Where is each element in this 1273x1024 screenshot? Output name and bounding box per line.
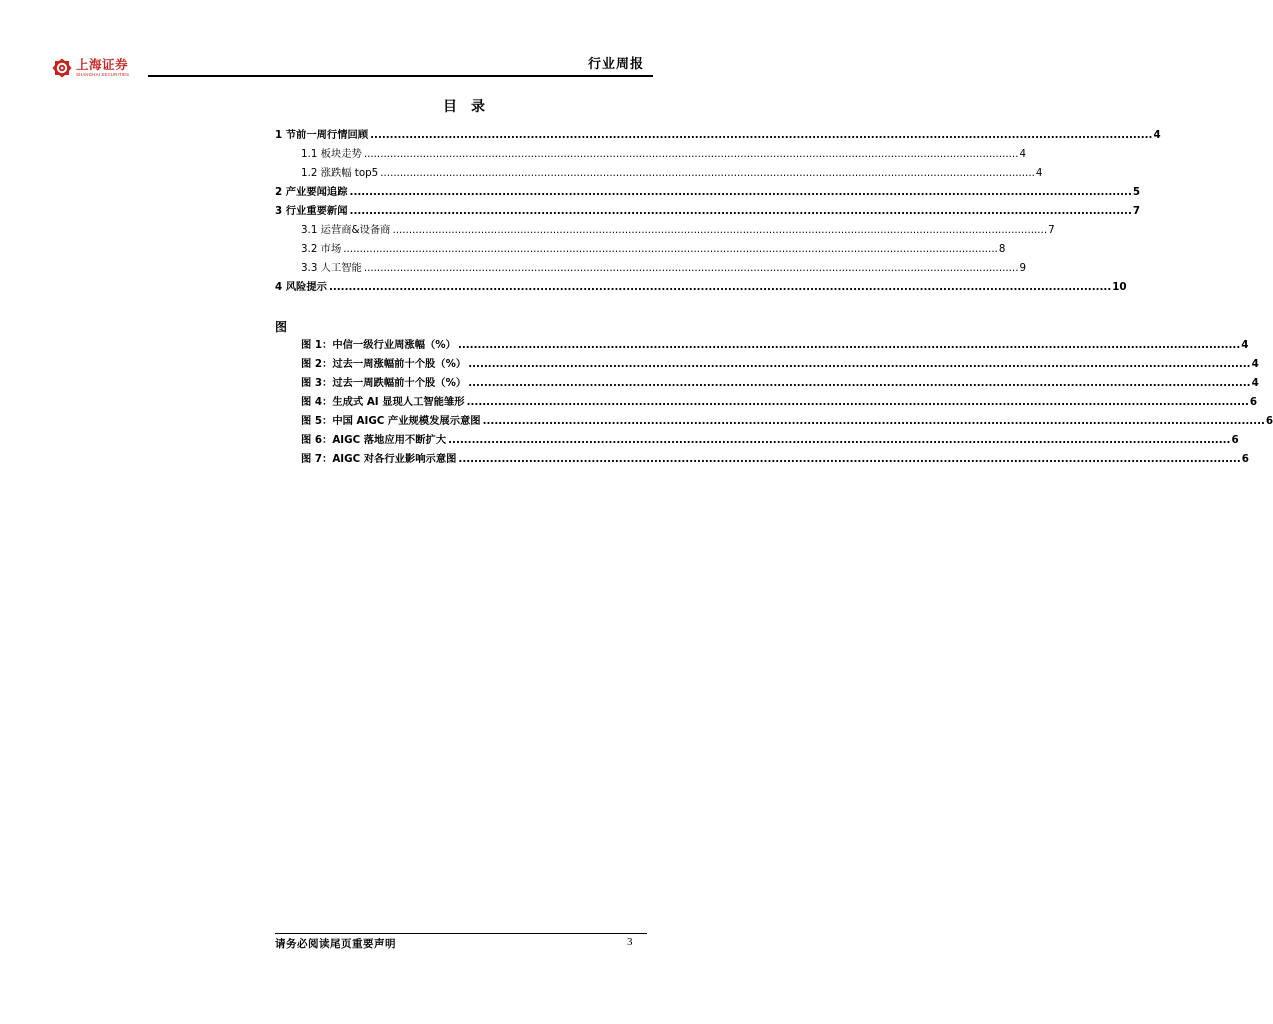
figure-entry-label: 图 5：中国 AIGC 产业规模发展示意图 <box>301 415 481 427</box>
toc-entry-page: 8 <box>998 243 1006 255</box>
figure-entry[interactable] <box>301 431 1239 447</box>
toc-leader-dots: ........................................................................................................................................................................................................ <box>482 415 1265 427</box>
footer-divider <box>275 933 647 934</box>
toc-entry[interactable] <box>301 221 1055 237</box>
figure-entry-label: 图 1：中信一级行业周涨幅（%） <box>301 339 456 351</box>
toc-entry-label: 3.3 人工智能 <box>301 262 362 274</box>
toc-leader-dots: ........................................................................................................................................................................................................ <box>466 396 1249 408</box>
figure-entry-label: 图 2：过去一周涨幅前十个股（%） <box>301 358 467 370</box>
logo-name-en: SHANGHAI SECURITIES <box>76 72 130 77</box>
toc-leader-dots: ........................................................................................................................................................................................................ <box>468 358 1251 370</box>
toc-leader-dots: ........................................................................................................................................................................................................ <box>457 339 1241 351</box>
toc-leader-dots: ........................................................................................................................................................................................................ <box>349 186 1132 198</box>
toc-leader-dots: ........................................................................................................................................................................................................ <box>448 434 1231 446</box>
toc-leader-dots: ........................................................................................................................................................................................................ <box>363 262 1019 274</box>
toc-entry-label: 2 产业要闻追踪 <box>275 186 348 198</box>
footer-disclaimer: 请务必阅读尾页重要声明 <box>275 938 396 950</box>
toc-entry-label: 3 行业重要新闻 <box>275 205 348 217</box>
figure-entry-page: 4 <box>1251 358 1259 370</box>
toc-entry-label: 1.2 涨跌幅 top5 <box>301 167 379 179</box>
toc-entry-label: 3.2 市场 <box>301 243 342 255</box>
toc-entry-page: 7 <box>1132 205 1141 217</box>
toc-entry-page: 4 <box>1019 148 1027 160</box>
figure-entry-label: 图 7：AIGC 对各行业影响示意图 <box>301 453 457 465</box>
figure-entry[interactable] <box>301 355 1259 371</box>
toc-entry[interactable] <box>301 145 1027 161</box>
toc-entry-page: 5 <box>1132 186 1141 198</box>
toc-leader-dots: ........................................................................................................................................................................................................ <box>370 129 1153 141</box>
toc-entry-page: 7 <box>1048 224 1055 236</box>
figure-list-heading: 图 <box>275 320 288 334</box>
logo-name-cn: 上海证券 <box>76 57 129 72</box>
figure-entry-label: 图 3：过去一周跌幅前十个股（%） <box>301 377 467 389</box>
figure-entry-page: 4 <box>1251 377 1259 389</box>
toc-entry-page: 10 <box>1112 281 1127 293</box>
logo-emblem-icon <box>52 58 72 78</box>
report-type-label: 行业周报 <box>587 57 644 72</box>
toc-entry-page: 4 <box>1153 129 1161 141</box>
toc-leader-dots: ........................................................................................................................................................................................................ <box>343 243 998 255</box>
toc-title: 目录 <box>443 99 499 115</box>
toc-entry[interactable] <box>301 240 1006 256</box>
figure-entry-page: 6 <box>1265 415 1273 427</box>
figure-entry-page: 6 <box>1231 434 1239 446</box>
toc-entry[interactable] <box>275 183 1141 199</box>
toc-entry[interactable] <box>301 259 1027 275</box>
figure-entry[interactable] <box>301 374 1259 390</box>
toc-entry-label: 3.1 运营商&设备商 <box>301 224 391 236</box>
toc-entry-page: 9 <box>1019 262 1027 274</box>
figure-entry-label: 图 6：AIGC 落地应用不断扩大 <box>301 434 447 446</box>
figure-entry-page: 4 <box>1241 339 1249 351</box>
toc-leader-dots: ........................................................................................................................................................................................................ <box>363 148 1019 160</box>
toc-entry-label: 1 节前一周行情回顾 <box>275 129 369 141</box>
toc-leader-dots: ........................................................................................................................................................................................................ <box>392 224 1048 236</box>
toc-leader-dots: ........................................................................................................................................................................................................ <box>349 205 1132 217</box>
toc-leader-dots: ........................................................................................................................................................................................................ <box>380 167 1035 179</box>
toc-entry-page: 4 <box>1035 167 1043 179</box>
toc-leader-dots: ........................................................................................................................................................................................................ <box>328 281 1112 293</box>
toc-entry[interactable] <box>301 164 1043 180</box>
figure-entry[interactable] <box>301 393 1258 409</box>
figure-entry-page: 6 <box>1249 396 1258 408</box>
figure-entry[interactable] <box>301 412 1273 428</box>
figure-entry[interactable] <box>301 450 1249 466</box>
toc-entry[interactable] <box>275 126 1161 142</box>
page-number: 3 <box>627 936 633 948</box>
toc-entry-label: 1.1 板块走势 <box>301 148 362 160</box>
toc-entry[interactable] <box>275 202 1141 218</box>
toc-entry-label: 4 风险提示 <box>275 281 327 293</box>
page-header <box>0 0 724 82</box>
toc-entry[interactable] <box>275 278 1127 294</box>
toc-leader-dots: ........................................................................................................................................................................................................ <box>458 453 1241 465</box>
figure-entry-label: 图 4：生成式 AI 显现人工智能雏形 <box>301 396 465 408</box>
company-logo <box>52 58 129 78</box>
figure-entry[interactable] <box>301 336 1249 352</box>
figure-entry-page: 6 <box>1241 453 1249 465</box>
toc-leader-dots: ........................................................................................................................................................................................................ <box>468 377 1251 389</box>
header-divider <box>148 75 653 77</box>
